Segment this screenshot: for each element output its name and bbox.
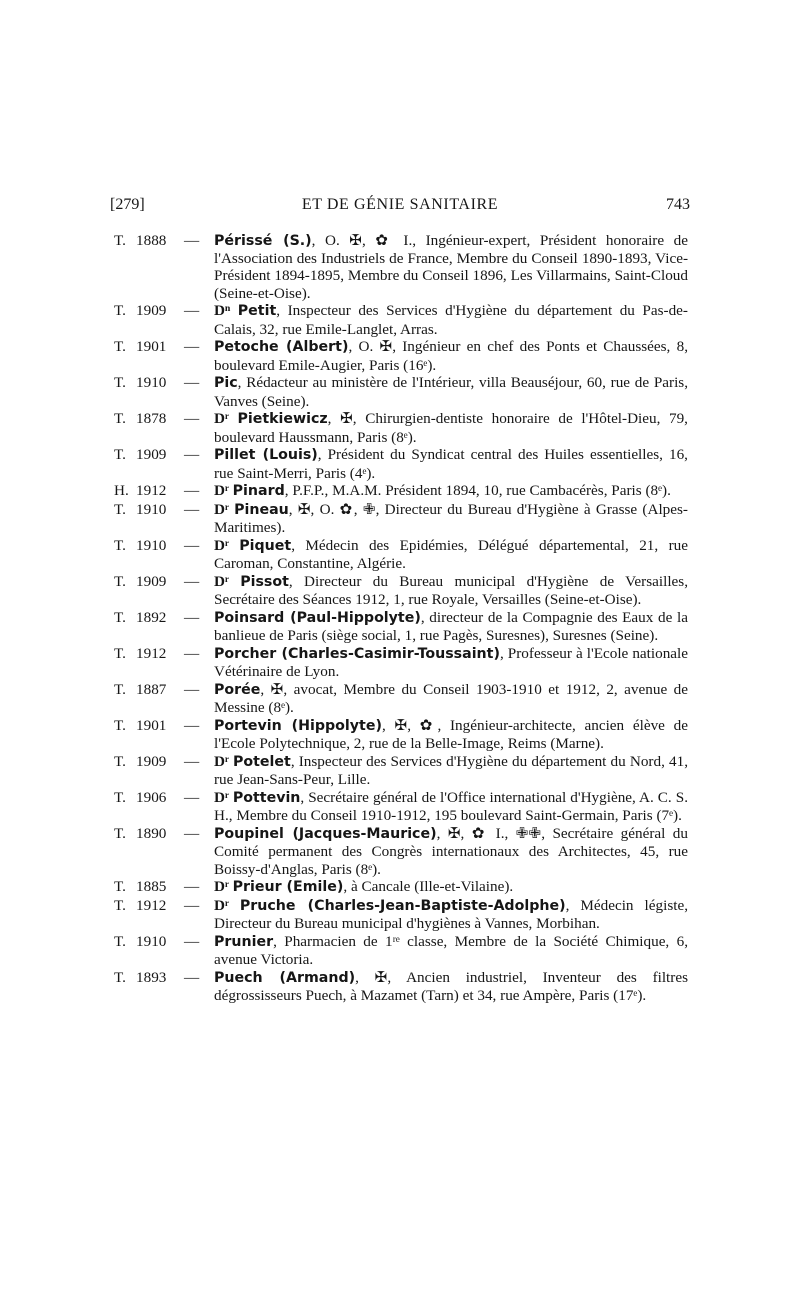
name-prefix: Dʳ xyxy=(214,501,235,519)
entry-dash: — xyxy=(184,897,200,915)
member-entry xyxy=(114,681,688,716)
member-entry xyxy=(114,573,688,608)
membership-class: T. xyxy=(114,969,126,987)
member-description: , Ingénieur-expert, Président honoraire de l'Association des Industriels de France, Membre du Conseil 1890-1893, Vice-Président 1894-1895, Membre du Conseil 1896, Les Villarmains, Saint-Cloud (Seine-et-Oise). xyxy=(214,232,688,302)
member-name: Pillet (Louis) xyxy=(214,447,318,464)
entry-dash: — xyxy=(184,446,200,464)
admission-year: 1912 xyxy=(136,897,167,915)
admission-year: 1909 xyxy=(136,302,167,320)
membership-class: T. xyxy=(114,501,126,519)
admission-year: 1910 xyxy=(136,933,167,951)
entry-dash: — xyxy=(184,969,200,987)
entry-dash: — xyxy=(184,374,200,392)
admission-year: 1892 xyxy=(136,609,167,627)
admission-year: 1885 xyxy=(136,878,167,896)
member-description: , Secrétaire général de l'Office international d'Hygiène, A. C. S. H., Membre du Conseil 1910-1912, 195 boulevard Saint-Germain, Paris (7ᵉ). xyxy=(214,789,688,825)
entry-dash: — xyxy=(184,933,200,951)
member-honors: , O. ✠ xyxy=(348,338,393,356)
entry-dash: — xyxy=(184,573,200,591)
member-honors: , ✠ xyxy=(355,969,388,987)
name-prefix: Dʳ xyxy=(214,878,233,896)
member-entry xyxy=(114,374,688,409)
member-description: , Directeur du Bureau municipal d'Hygiène de Versailles, Secrétaire des Séances 1912, 1, rue Royale, Versailles (Seine-et-Oise). xyxy=(214,573,688,609)
member-description: , avocat, Membre du Conseil 1903-1910 et 1912, 2, avenue de Messine (8ᵉ). xyxy=(214,681,688,717)
admission-year: 1878 xyxy=(136,410,167,428)
member-honors: , O. ✠, ✿ I. xyxy=(311,232,413,249)
membership-class: T. xyxy=(114,410,126,428)
member-honors: , ✠, O. ✿, ✙ xyxy=(288,501,376,519)
member-honors: , ✠, ✿ xyxy=(381,717,438,735)
member-entry xyxy=(114,410,688,445)
membership-class: T. xyxy=(114,878,126,896)
member-entry xyxy=(114,232,688,302)
name-prefix: Dʳ xyxy=(214,410,238,428)
entry-dash: — xyxy=(184,825,200,843)
membership-class: T. xyxy=(114,338,126,356)
entry-dash: — xyxy=(184,302,200,320)
member-name: Poupinel (Jacques-Maurice) xyxy=(214,826,437,843)
member-name: Pottevin xyxy=(232,790,301,807)
member-description: , Directeur du Bureau d'Hygiène à Grasse (Alpes-Maritimes). xyxy=(214,501,688,537)
membership-class: H. xyxy=(114,482,129,500)
member-name: Piquet xyxy=(239,538,292,555)
member-entry xyxy=(114,789,688,824)
entry-dash: — xyxy=(184,681,200,699)
admission-year: 1909 xyxy=(136,446,167,464)
entry-dash: — xyxy=(184,609,200,627)
member-name: Pic xyxy=(214,375,238,392)
member-description: , Ingénieur-architecte, ancien élève de l'Ecole Polytechnique, 2, rue de la Belle-Image, Reims (Marne). xyxy=(214,717,688,753)
admission-year: 1901 xyxy=(136,717,167,735)
admission-year: 1910 xyxy=(136,537,167,555)
member-name: Pissot xyxy=(240,574,289,591)
member-description: , Secrétaire général du Comité permanent des Congrès internationaux des Architectes, 45, rue Boissy-d'Anglas, Paris (8ᵉ). xyxy=(214,825,688,878)
name-prefix: Dʳ xyxy=(214,789,233,807)
admission-year: 1909 xyxy=(136,753,167,771)
member-list xyxy=(114,232,688,1005)
member-name: Petoche (Albert) xyxy=(214,339,349,356)
member-honors: , ✠, ✿ I., ✙✙ xyxy=(436,825,542,843)
entry-dash: — xyxy=(184,232,200,249)
membership-class: T. xyxy=(114,645,126,663)
member-entry xyxy=(114,482,688,500)
member-name: Puech (Armand) xyxy=(214,970,356,987)
membership-class: T. xyxy=(114,537,126,555)
membership-class: T. xyxy=(114,232,126,249)
member-description: , Professeur à l'Ecole nationale Vétérinaire de Lyon. xyxy=(214,645,689,681)
name-prefix: Dʳ xyxy=(214,753,233,771)
admission-year: 1887 xyxy=(136,681,167,699)
running-title: ET DE GÉNIE SANITAIRE xyxy=(301,196,499,213)
entry-dash: — xyxy=(184,537,200,555)
page-number: 743 xyxy=(666,196,690,213)
membership-class: T. xyxy=(114,789,126,807)
entry-dash: — xyxy=(184,410,200,428)
member-description: , Président du Syndicat central des Huiles essentielles, 16, rue Saint-Merri, Paris (4ᵉ). xyxy=(214,446,688,482)
member-name: Périssé (S.) xyxy=(214,233,312,249)
member-description: , à Cancale (Ille-et-Vilaine). xyxy=(343,878,514,896)
entry-dash: — xyxy=(184,789,200,807)
admission-year: 1910 xyxy=(136,501,167,519)
entry-dash: — xyxy=(184,645,200,663)
membership-class: T. xyxy=(114,933,126,951)
member-name: Petit xyxy=(237,303,277,320)
membership-class: T. xyxy=(114,753,126,771)
member-entry xyxy=(114,753,688,788)
admission-year: 1912 xyxy=(136,482,167,500)
member-entry xyxy=(114,338,688,373)
member-description: , Inspecteur des Services d'Hygiène du département du Nord, 41, rue Jean-Sans-Peur, Lille. xyxy=(214,753,688,789)
member-description: , Ingénieur en chef des Ponts et Chaussées, 8, boulevard Emile-Augier, Paris (16ᵉ). xyxy=(214,338,688,374)
entry-dash: — xyxy=(184,753,200,771)
name-prefix: Dʳ xyxy=(214,537,240,555)
admission-year: 1912 xyxy=(136,645,167,663)
membership-class: T. xyxy=(114,609,126,627)
member-description: , Pharmacien de 1ʳᵉ classe, Membre de la Société Chimique, 6, avenue Victoria. xyxy=(214,933,688,969)
entry-dash: — xyxy=(184,717,200,735)
page-reference: [279] xyxy=(110,196,145,213)
member-description: , P.F.P., M.A.M. Président 1894, 10, rue Cambacérès, Paris (8ᵉ). xyxy=(284,482,671,500)
entry-dash: — xyxy=(184,482,200,500)
member-honors: , ✠ xyxy=(260,681,284,699)
member-entry xyxy=(114,645,688,680)
name-prefix: Dʳ xyxy=(214,897,240,915)
member-name: Porcher (Charles-Casimir-Toussaint) xyxy=(214,646,500,663)
member-name: Portevin (Hippolyte) xyxy=(214,718,382,735)
member-name: Prunier xyxy=(214,934,274,951)
admission-year: 1906 xyxy=(136,789,167,807)
member-name: Potelet xyxy=(232,754,291,771)
entry-dash: — xyxy=(184,501,200,519)
member-entry xyxy=(114,537,688,572)
membership-class: T. xyxy=(114,897,126,915)
member-description: , Chirurgien-dentiste honoraire de l'Hôtel-Dieu, 79, boulevard Haussmann, Paris (8ᵉ). xyxy=(214,410,688,446)
member-name: Pietkiewicz xyxy=(237,411,328,428)
membership-class: T. xyxy=(114,825,126,843)
name-prefix: Dⁿ xyxy=(214,302,238,320)
admission-year: 1909 xyxy=(136,573,167,591)
name-prefix: Dʳ xyxy=(214,573,241,591)
membership-class: T. xyxy=(114,717,126,735)
member-description: , Inspecteur des Services d'Hygiène du département du Pas-de-Calais, 32, rue Emile-Langlet, Arras. xyxy=(214,302,688,338)
membership-class: T. xyxy=(114,302,126,320)
member-entry xyxy=(114,609,688,644)
member-entry xyxy=(114,933,688,968)
member-description: , Rédacteur au ministère de l'Intérieur, villa Beauséjour, 60, rue de Paris, Vanves (Seine). xyxy=(214,374,688,410)
member-entry xyxy=(114,717,688,752)
admission-year: 1893 xyxy=(136,969,167,987)
entry-dash: — xyxy=(184,338,200,356)
member-description: , Ancien industriel, Inventeur des filtres dégrossisseurs Puech, à Mazamet (Tarn) et 34, rue Ampère, Paris (17ᵉ). xyxy=(214,969,688,1005)
member-name: Pineau xyxy=(234,502,289,519)
admission-year: 1910 xyxy=(136,374,167,392)
admission-year: 1901 xyxy=(136,338,167,356)
member-description: , Médecin légiste, Directeur du Bureau municipal d'hygiènes à Vannes, Morbihan. xyxy=(214,897,688,933)
member-name: Poinsard (Paul-Hippolyte) xyxy=(214,610,421,627)
member-entry xyxy=(114,878,688,896)
member-description: , directeur de la Compagnie des Eaux de la banlieue de Paris (siège social, 1, rue Pagès, Suresnes), Suresnes (Seine). xyxy=(214,609,688,645)
member-description: , Médecin des Epidémies, Délégué départemental, 21, rue Caroman, Constantine, Algérie. xyxy=(214,537,688,573)
member-entry xyxy=(114,302,688,337)
member-entry xyxy=(114,446,688,481)
member-entry xyxy=(114,825,688,878)
membership-class: T. xyxy=(114,374,126,392)
member-name: Pinard xyxy=(232,483,285,500)
membership-class: T. xyxy=(114,446,126,464)
membership-class: T. xyxy=(114,681,126,699)
member-entry xyxy=(114,969,688,1004)
member-entry xyxy=(114,897,688,932)
member-name: Prieur (Emile) xyxy=(232,879,344,896)
admission-year: 1890 xyxy=(136,825,167,843)
member-entry xyxy=(114,501,688,536)
membership-class: T. xyxy=(114,573,126,591)
entry-dash: — xyxy=(184,878,200,896)
running-header xyxy=(110,196,690,220)
member-name: Porée xyxy=(214,682,261,699)
admission-year: 1888 xyxy=(136,232,167,249)
member-name: Pruche (Charles-Jean-Baptiste-Adolphe) xyxy=(239,898,566,915)
name-prefix: Dʳ xyxy=(214,482,233,500)
member-honors: , ✠ xyxy=(327,410,353,428)
